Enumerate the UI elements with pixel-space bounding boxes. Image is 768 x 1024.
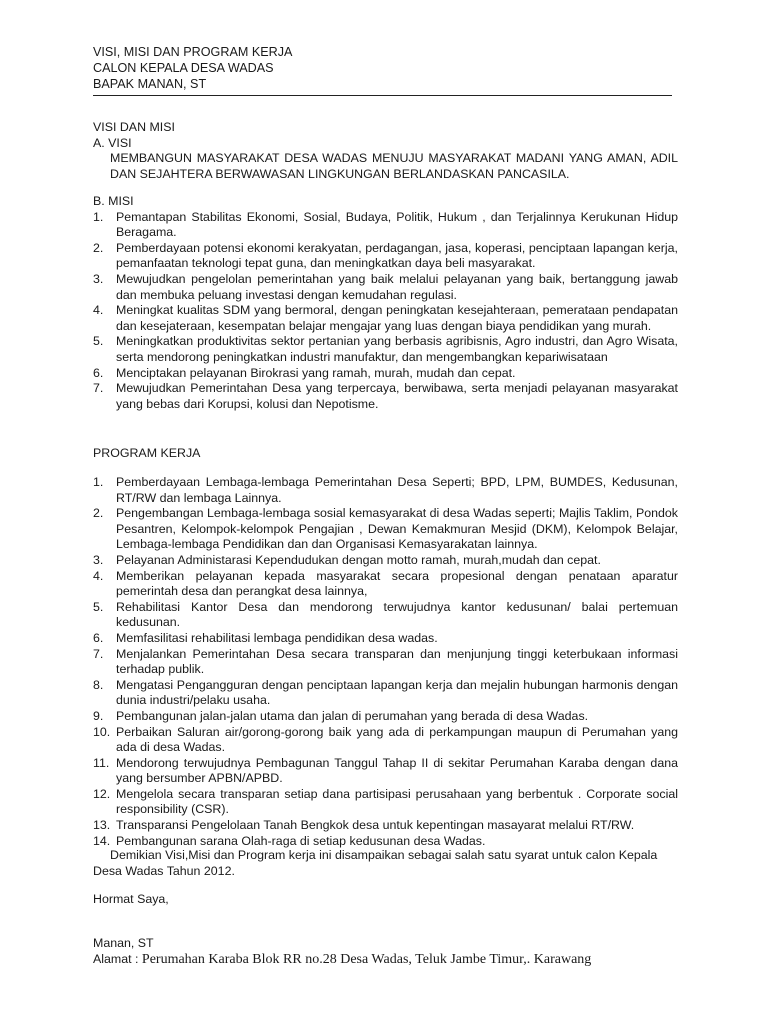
list-text: Perbaikan Saluran air/gorong-gorong baik yang ada di perkampungan maupun di Perumahan yang ada di desa Wadas. bbox=[116, 724, 678, 755]
closing-greeting: Hormat Saya, bbox=[93, 892, 169, 906]
misi-item bbox=[93, 241, 678, 272]
list-number: 1. bbox=[93, 475, 104, 489]
list-text: Mengelola secara transparan setiap dana partisipasi perusahaan yang berbentuk . Corporate social responsibility (CSR). bbox=[116, 786, 678, 817]
list-number: 3. bbox=[93, 271, 104, 286]
header-subtitle: CALON KEPALA DESA WADAS bbox=[93, 61, 274, 75]
signature-block bbox=[93, 936, 678, 967]
list-number: 7. bbox=[93, 646, 104, 661]
list-number: 6. bbox=[93, 365, 104, 380]
list-text: Mewujudkan pengelolan pemerintahan yang baik melalui pelayanan yang baik, bertanggung jawab dan membuka peluang investasi dengan kemudahan regulasi. bbox=[116, 271, 678, 302]
address-line bbox=[93, 952, 678, 968]
header-candidate-name: BAPAK MANAN, ST bbox=[93, 77, 207, 91]
list-text: Mengatasi Pengangguran dengan penciptaan lapangan kerja dan mejalin hubungan harmonis dengan dunia industri/pelaku usaha. bbox=[116, 677, 678, 708]
misi-list bbox=[93, 210, 678, 413]
list-text: Pelayanan Administarasi Kependudukan dengan motto ramah, murah,mudah dan cepat. bbox=[116, 552, 601, 567]
program-item bbox=[93, 709, 678, 725]
program-item bbox=[93, 569, 678, 600]
list-text: Meningkat kualitas SDM yang bermoral, dengan peningkatan kesejahteraan, pemerataan pendapatan dan kesejateraan, kesempatan belajar mengajar yang luas dengan biaya pendidikan yang murah. bbox=[116, 303, 678, 333]
program-item bbox=[93, 647, 678, 678]
list-number: 4. bbox=[93, 303, 104, 318]
header-divider bbox=[93, 95, 672, 96]
list-number: 2. bbox=[93, 240, 104, 255]
list-text: Menciptakan pelayanan Birokrasi yang ramah, murah, mudah dan cepat. bbox=[116, 365, 516, 380]
program-item bbox=[93, 787, 678, 818]
list-number: 8. bbox=[93, 677, 104, 692]
misi-item bbox=[93, 381, 678, 412]
list-number: 6. bbox=[93, 630, 104, 645]
list-number: 9. bbox=[93, 708, 104, 723]
program-item bbox=[93, 600, 678, 631]
list-text: Pembangunan sarana Olah-raga di setiap kedusunan desa Wadas. bbox=[116, 833, 486, 848]
program-item bbox=[93, 818, 678, 834]
header-title: VISI, MISI DAN PROGRAM KERJA bbox=[93, 45, 293, 59]
address-label: Alamat : bbox=[93, 951, 142, 966]
program-item bbox=[93, 475, 678, 506]
list-number: 5. bbox=[93, 334, 104, 349]
misi-item bbox=[93, 366, 678, 382]
program-kerja-list-container bbox=[93, 475, 678, 849]
greeting-block bbox=[93, 892, 678, 908]
list-number: 14. bbox=[93, 833, 111, 848]
list-text: Pembangunan jalan-jalan utama dan jalan di perumahan yang berada di desa Wadas. bbox=[116, 708, 589, 723]
list-text: Menjalankan Pemerintahan Desa secara transparan dan menjunjung tinggi keterbukaan informasi terhadap publik. bbox=[116, 646, 678, 677]
list-text: Rehabilitasi Kantor Desa dan mendorong terwujudnya kantor kedusunan/ balai pertemuan kedusunan. bbox=[116, 599, 678, 630]
program-item bbox=[93, 756, 678, 787]
signature-name: Manan, ST bbox=[93, 936, 154, 950]
visi-text: MEMBANGUN MASYARAKAT DESA WADAS MENUJU MASYARAKAT MADANI YANG AMAN, ADIL DAN SEJAHTERA BERWAWASAN LINGKUNGAN BERLANDASKAN PANCASILA. bbox=[110, 151, 678, 181]
list-number: 2. bbox=[93, 506, 104, 521]
visi-misi-section bbox=[93, 120, 678, 182]
list-number: 12. bbox=[93, 786, 111, 801]
closing-paragraph: Demikian Visi,Misi dan Program kerja ini disampaikan sebagai salah satu syarat untuk calon Kepala Desa Wadas Tahun 2012. bbox=[93, 848, 658, 878]
list-number: 4. bbox=[93, 568, 104, 583]
misi-item bbox=[93, 334, 678, 365]
list-number: 5. bbox=[93, 599, 104, 614]
list-number: 10. bbox=[93, 724, 111, 739]
list-text: Meningkatkan produktivitas sektor pertanian yang berbasis agribisnis, Agro industri, dan Agro Wisata, serta mendorong peningkatkan industri manufaktur, dan mengembangkan kepariwisataan bbox=[116, 334, 678, 364]
list-text: Mendorong terwujudnya Pembagunan Tanggul Tahap II di sekitar Perumahan Karaba dengan dana yang bersumber APBN/APBD. bbox=[116, 755, 678, 786]
program-item bbox=[93, 553, 678, 569]
program-kerja-list bbox=[93, 475, 678, 849]
list-text: Pemberdayaan potensi ekonomi kerakyatan, perdagangan, jasa, koperasi, penciptaan lapangan kerja, pemanfaatan teknologi tepat guna, dan meningkatkan daya beli masyarakat. bbox=[116, 240, 678, 271]
program-item bbox=[93, 631, 678, 647]
closing-section bbox=[93, 848, 678, 879]
list-text: Mewujudkan Pemerintahan Desa yang terpercaya, berwibawa, serta menjadi pelayanan masyarakat yang bebas dari Korupsi, kolusi dan Nepotisme. bbox=[116, 381, 678, 411]
list-text: Transparansi Pengelolaan Tanah Bengkok desa untuk kepentingan masayarat melalui RT/RW. bbox=[116, 818, 635, 833]
list-number: 3. bbox=[93, 552, 104, 567]
misi-section bbox=[93, 194, 678, 412]
list-number: 7. bbox=[93, 381, 104, 396]
program-item bbox=[93, 678, 678, 709]
list-number: 13. bbox=[93, 818, 111, 833]
list-text: Pemberdayaan Lembaga-lembaga Pemerintahan Desa Seperti; BPD, LPM, BUMDES, Kedusunan, RT/RW dan lembaga Lainnya. bbox=[116, 475, 678, 505]
misi-item bbox=[93, 272, 678, 303]
program-kerja-section bbox=[93, 446, 678, 462]
list-text: Pengembangan Lembaga-lembaga sosial kemasyarakat di desa Wadas seperti; Majlis Taklim, Pondok Pesantren, Kelompok-kelompok Pengajian , Dewan Kemakmuran Mesjid (DKM), Kelompok Belajar, Lembaga-lembaga Pendidikan dan dan Organisasi Kemasyarakatan lainnya. bbox=[116, 506, 678, 552]
program-item bbox=[93, 725, 678, 756]
list-text: Memberikan pelayanan kepada masyarakat secara propesional dengan penataan aparatur pemerintah desa dan perangkat desa lainnya, bbox=[116, 568, 678, 599]
misi-label: B. MISI bbox=[93, 194, 134, 208]
program-item bbox=[93, 834, 678, 850]
misi-item bbox=[93, 210, 678, 241]
list-text: Memfasilitasi rehabilitasi lembaga pendidikan desa wadas. bbox=[116, 630, 438, 645]
program-kerja-heading: PROGRAM KERJA bbox=[93, 446, 201, 460]
misi-item bbox=[93, 303, 678, 334]
address-value: Perumahan Karaba Blok RR no.28 Desa Wadas, Teluk Jambe Timur,. Karawang bbox=[141, 951, 592, 967]
visi-misi-heading: VISI DAN MISI bbox=[93, 120, 175, 134]
list-number: 1. bbox=[93, 209, 104, 224]
list-number: 11. bbox=[93, 755, 110, 770]
list-text: Pemantapan Stabilitas Ekonomi, Sosial, Budaya, Politik, Hukum , dan Terjalinnya Kerukunan Hidup Beragama. bbox=[116, 209, 678, 240]
document-header bbox=[93, 44, 292, 92]
program-item bbox=[93, 506, 678, 553]
visi-label: A. VISI bbox=[93, 135, 132, 150]
